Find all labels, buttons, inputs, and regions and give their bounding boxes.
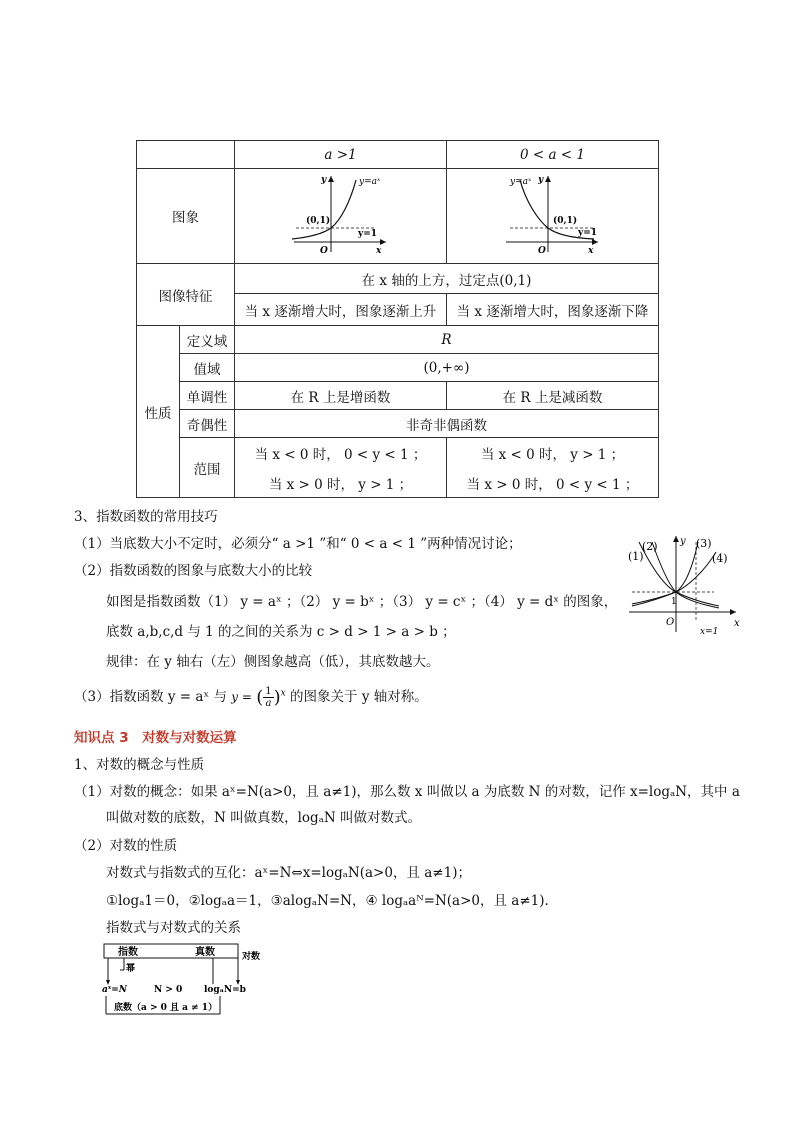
svg-text:O: O <box>319 245 328 256</box>
section3-p2b: 底数 a,b,c,d 与 1 的之间的关系为 c > d > 1 > a > b ； <box>106 624 456 640</box>
svg-text:x: x <box>734 618 740 629</box>
feature-common: 在 x 轴的上方，过定点(0,1) <box>235 264 659 294</box>
kp3-s1: 1、对数的概念与性质 <box>74 757 205 773</box>
svg-text:y: y <box>680 536 686 547</box>
p3-paren-close: ) <box>273 687 281 708</box>
row-label-property: 性质 <box>137 326 180 498</box>
p3-y: y = <box>231 690 252 704</box>
svg-text:y=aˣ: y=aˣ <box>509 176 531 187</box>
svg-text:指数: 指数 <box>118 947 138 958</box>
scope-inc-line1: 当 x < 0 时， 0 < y < 1 ； <box>254 446 427 463</box>
svg-text:(0,1): (0,1) <box>552 215 577 226</box>
kp3-c1a: （1）对数的概念：如果 aˣ=N(a>0，且 a≠1)，那么数 x 叫做以 a 为底数 N 的对数，记作 x=logₐN，其中 a <box>74 784 740 800</box>
curve-label: y=aˣ <box>358 176 380 187</box>
svg-text:(1): (1) <box>628 550 644 563</box>
label-parity: 奇偶性 <box>180 410 235 438</box>
svg-text:O: O <box>537 245 546 256</box>
graph-increasing <box>286 172 396 257</box>
label-scope: 范围 <box>180 438 235 498</box>
svg-text:幂: 幂 <box>126 964 136 974</box>
table-corner-cell <box>137 141 235 169</box>
monotonic-decreasing: 在 R 上是减函数 <box>447 382 659 410</box>
row-label-image: 图象 <box>137 169 235 264</box>
svg-text:aˣ=N: aˣ=N <box>102 985 127 995</box>
svg-text:x=1: x=1 <box>700 627 719 637</box>
increasing-curve <box>292 180 356 239</box>
svg-text:(0,1): (0,1) <box>305 215 330 226</box>
feature-increasing: 当 x 逐渐增大时，图象逐渐上升 <box>235 294 447 326</box>
section3-p2c: 规律：在 y 轴右（左）侧图象越高（低），其底数越大。 <box>106 654 440 670</box>
section3-p2a: 如图是指数函数（1） y = aˣ ；（2） y = bˣ ；（3） y = cˣ ；（4） y = dˣ 的图象， <box>106 594 618 610</box>
p3-frac-den: a <box>265 698 272 709</box>
p3-post: 的图象关于 y 轴对称。 <box>290 689 428 705</box>
svg-text:y: y <box>320 174 326 185</box>
exponential-function-table <box>136 140 659 498</box>
section3-title: 3、指数函数的常用技巧 <box>74 509 218 525</box>
svg-text:logₐN=b: logₐN=b <box>204 985 246 995</box>
p3-frac-num: 1 <box>265 686 272 697</box>
svg-text:y=1: y=1 <box>577 227 597 238</box>
svg-text:(3): (3) <box>696 537 712 550</box>
header-a-between-0-1: 0 < a < 1 <box>447 141 659 169</box>
scope-decreasing <box>447 438 659 498</box>
p3-paren: ( <box>256 687 264 708</box>
header-a-gt-1: a >1 <box>235 141 447 169</box>
kp3-c1b: 叫做对数的底数，N 叫做真数，logₐN 叫做对数式。 <box>106 810 422 826</box>
graph-decreasing-cell <box>447 169 659 264</box>
scope-inc-line2: 当 x > 0 时， y > 1 ； <box>268 476 413 493</box>
kp3-title: 知识点 3 对数与对数运算 <box>74 730 237 746</box>
kp3-c2: （2）对数的性质 <box>74 838 178 854</box>
domain-value: R <box>235 326 659 354</box>
p3-pre: （3）指数函数 y = aˣ 与 <box>74 689 227 705</box>
kp3-c2b: ①logₐ1＝0，②logₐa＝1，③alogₐN=N，④ logₐaᴺ=N(a>0，且 a≠1). <box>106 893 549 909</box>
svg-text:O: O <box>666 617 675 628</box>
svg-text:底数（a > 0 且 a ≠ 1）: 底数（a > 0 且 a ≠ 1） <box>114 1003 218 1013</box>
svg-text:y: y <box>537 174 543 185</box>
svg-text:对数: 对数 <box>242 952 261 962</box>
monotonic-increasing: 在 R 上是增函数 <box>235 382 447 410</box>
svg-text:1: 1 <box>671 597 677 607</box>
label-monotonic: 单调性 <box>180 382 235 410</box>
label-range: 值域 <box>180 354 235 382</box>
base-comparison-graph <box>624 532 754 642</box>
svg-text:(2): (2) <box>642 540 658 553</box>
range-value: (0,+∞) <box>235 354 659 382</box>
kp3-c2c: 指数式与对数式的关系 <box>106 920 241 936</box>
scope-dec-line1: 当 x < 0 时， y > 1 ； <box>480 446 625 463</box>
label-domain: 定义域 <box>180 326 235 354</box>
svg-text:(4): (4) <box>712 552 728 565</box>
section3-p2: （2）指数函数的图象与底数大小的比较 <box>74 563 313 579</box>
kp3-c2a: 对数式与指数式的互化：aˣ=N⇔x=logₐN(a>0，且 a≠1)； <box>106 865 471 881</box>
svg-text:y=1: y=1 <box>357 228 377 239</box>
row-label-feature: 图像特征 <box>137 264 235 326</box>
exp-log-relation-diagram <box>100 940 270 1018</box>
svg-text:真数: 真数 <box>195 947 215 958</box>
p3-fraction <box>263 686 273 709</box>
graph-increasing-cell <box>235 169 447 264</box>
svg-text:x: x <box>375 245 381 256</box>
feature-decreasing: 当 x 逐渐增大时，图象逐渐下降 <box>447 294 659 326</box>
section3-p1: （1）当底数大小不定时，必须分“ a >1 ”和“ 0 < a < 1 ”两种情况讨论； <box>74 536 522 552</box>
section3-p3 <box>74 685 428 709</box>
parity-value: 非奇非偶函数 <box>235 410 659 438</box>
p3-exp: x <box>280 688 286 699</box>
svg-text:x: x <box>587 245 593 256</box>
svg-text:N > 0: N > 0 <box>154 985 183 995</box>
scope-dec-line2: 当 x > 0 时， 0 < y < 1 ； <box>466 476 639 493</box>
graph-decreasing <box>498 172 608 257</box>
scope-increasing <box>235 438 447 498</box>
